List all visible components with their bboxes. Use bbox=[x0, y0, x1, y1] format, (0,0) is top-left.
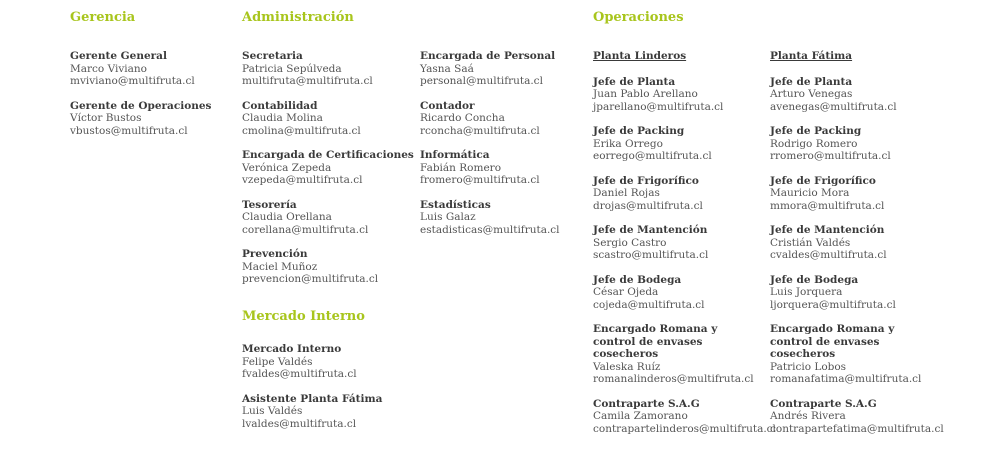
contact-entry bbox=[70, 100, 245, 138]
contact-email[interactable]: avenegas@multifruta.cl bbox=[770, 100, 897, 113]
contact-role: Gerente de Operaciones bbox=[70, 99, 212, 112]
contact-email[interactable]: estadisticas@multifruta.cl bbox=[420, 223, 560, 236]
contact-email[interactable]: vzepeda@multifruta.cl bbox=[242, 174, 363, 186]
contact-email[interactable]: contrapartelinderos@multifruta.cl bbox=[593, 422, 776, 435]
contact-name: Valeska Ruíz bbox=[593, 360, 661, 373]
administracion-column-1 bbox=[242, 50, 417, 298]
contact-role: Jefe de Frigorífico bbox=[770, 174, 876, 187]
contact-name: Ricardo Concha bbox=[420, 112, 505, 124]
contact-entry bbox=[593, 274, 763, 312]
contact-entry bbox=[593, 175, 763, 213]
contact-role: Asistente Planta Fátima bbox=[242, 392, 383, 405]
contact-role: Estadísticas bbox=[420, 198, 491, 211]
contact-role: Jefe de Packing bbox=[770, 125, 862, 137]
contact-name: Luis Jorquera bbox=[770, 286, 843, 298]
contact-entry bbox=[242, 199, 417, 237]
contact-email[interactable]: cojeda@multifruta.cl bbox=[593, 298, 705, 311]
contact-role: Mercado Interno bbox=[242, 343, 342, 355]
contact-entry bbox=[770, 125, 940, 163]
mercado-interno-column bbox=[242, 343, 417, 442]
administracion-title: Administración bbox=[242, 10, 354, 25]
contact-role: Encargado Romana y control de envases cosecheros bbox=[770, 323, 895, 360]
contact-role: Contraparte S.A.G bbox=[593, 397, 700, 410]
contact-entry bbox=[770, 224, 940, 262]
contact-role: Tesorería bbox=[242, 198, 297, 211]
contact-email[interactable]: romanalinderos@multifruta.cl bbox=[593, 373, 754, 385]
contact-email[interactable]: ljorquera@multifruta.cl bbox=[770, 298, 896, 311]
contact-role: Jefe de Bodega bbox=[593, 273, 682, 286]
contact-role: Contabilidad bbox=[242, 99, 318, 112]
contact-entry bbox=[70, 50, 245, 88]
contact-entry bbox=[593, 323, 763, 386]
contact-role: Prevención bbox=[242, 248, 308, 260]
contact-name: Camila Zamorano bbox=[593, 410, 688, 422]
contact-email[interactable]: prevencion@multifruta.cl bbox=[242, 273, 379, 285]
contact-entry bbox=[770, 175, 940, 213]
contact-email[interactable]: corellana@multifruta.cl bbox=[242, 223, 369, 236]
contact-entry bbox=[242, 50, 417, 88]
contact-name: Rodrigo Romero bbox=[770, 137, 858, 150]
planta-fatima-heading: Planta Fátima bbox=[770, 50, 853, 62]
contact-email[interactable]: mmora@multifruta.cl bbox=[770, 199, 885, 212]
contact-name: Maciel Muñoz bbox=[242, 260, 318, 273]
contact-email[interactable]: fvaldes@multifruta.cl bbox=[242, 368, 357, 380]
contact-name: Patricia Sepúlveda bbox=[242, 62, 342, 75]
contact-email[interactable]: drojas@multifruta.cl bbox=[593, 199, 703, 212]
contact-email[interactable]: eorrego@multifruta.cl bbox=[593, 150, 712, 162]
contact-role: Contador bbox=[420, 99, 475, 112]
planta-fatima-column bbox=[770, 50, 944, 447]
contact-role: Gerente General bbox=[70, 50, 167, 62]
contact-name: Andrés Rivera bbox=[770, 410, 846, 422]
contact-name: Daniel Rojas bbox=[593, 187, 660, 199]
contact-role: Jefe de Planta bbox=[593, 75, 676, 88]
contact-role: Jefe de Mantención bbox=[593, 224, 708, 236]
contact-role: Jefe de Frigorífico bbox=[593, 174, 699, 187]
contact-entry bbox=[242, 248, 417, 286]
contact-entry bbox=[420, 50, 595, 88]
contact-name: Yasna Saá bbox=[420, 62, 474, 75]
contact-entry bbox=[420, 199, 595, 237]
planta-linderos-column bbox=[593, 50, 776, 447]
contact-name: Juan Pablo Arellano bbox=[593, 88, 698, 100]
contact-email[interactable]: cmolina@multifruta.cl bbox=[242, 124, 361, 137]
contact-email[interactable]: jparellano@multifruta.cl bbox=[593, 100, 724, 113]
contact-entry bbox=[593, 397, 776, 436]
contact-name: Luis Valdés bbox=[242, 405, 303, 417]
contact-name: Patricio Lobos bbox=[770, 360, 847, 373]
contact-name: Fabián Romero bbox=[420, 161, 502, 174]
contact-role: Jefe de Bodega bbox=[770, 273, 859, 286]
contact-role: Contraparte S.A.G bbox=[770, 397, 877, 410]
contact-name: Luis Galaz bbox=[420, 211, 476, 223]
planta-linderos-heading: Planta Linderos bbox=[593, 50, 687, 62]
contact-email[interactable]: multifruta@multifruta.cl bbox=[242, 75, 373, 87]
contact-role: Encargada de Certificaciones bbox=[242, 149, 414, 161]
administracion-column-2 bbox=[420, 50, 595, 248]
contact-role: Encargada de Personal bbox=[420, 50, 556, 62]
contact-role: Jefe de Packing bbox=[593, 125, 685, 137]
contact-entry bbox=[242, 343, 417, 381]
contact-email[interactable]: personal@multifruta.cl bbox=[420, 75, 543, 87]
gerencia-column bbox=[70, 50, 245, 149]
contact-role: Encargado Romana y control de envases cosecheros bbox=[593, 323, 718, 360]
contact-name: Claudia Molina bbox=[242, 112, 323, 124]
contact-email[interactable]: rromero@multifruta.cl bbox=[770, 150, 891, 162]
contact-role: Secretaria bbox=[242, 50, 303, 62]
contact-name: Mauricio Mora bbox=[770, 187, 850, 199]
contact-name: Erika Orrego bbox=[593, 137, 663, 150]
contact-entry bbox=[242, 393, 417, 431]
operaciones-title: Operaciones bbox=[593, 10, 684, 25]
contact-name: Cristián Valdés bbox=[770, 236, 851, 249]
contact-entry bbox=[420, 100, 595, 138]
contact-role: Jefe de Mantención bbox=[770, 224, 885, 236]
contact-email[interactable]: fromero@multifruta.cl bbox=[420, 174, 540, 186]
contact-email[interactable]: scastro@multifruta.cl bbox=[593, 249, 709, 261]
mercado-interno-title: Mercado Interno bbox=[242, 309, 365, 324]
contact-role: Jefe de Planta bbox=[770, 75, 853, 88]
contact-entry bbox=[242, 100, 417, 138]
contact-email[interactable]: mviviano@multifruta.cl bbox=[70, 75, 195, 87]
contact-entry bbox=[420, 149, 595, 187]
contact-entry bbox=[593, 224, 763, 262]
contact-email[interactable]: lvaldes@multifruta.cl bbox=[242, 417, 357, 430]
contact-name: Verónica Zepeda bbox=[242, 161, 332, 174]
contact-entry bbox=[770, 397, 944, 436]
contact-entry bbox=[593, 125, 763, 163]
contact-entry bbox=[770, 323, 940, 386]
contact-entry bbox=[770, 274, 940, 312]
contact-email[interactable]: romanafatima@multifruta.cl bbox=[770, 373, 922, 385]
contact-role: Informática bbox=[420, 149, 490, 161]
contact-email[interactable]: contrapartefatima@multifruta.cl bbox=[770, 422, 944, 435]
contact-entry bbox=[770, 76, 940, 114]
contact-name: Felipe Valdés bbox=[242, 355, 313, 368]
contact-entry bbox=[593, 76, 763, 114]
contact-email[interactable]: vbustos@multifruta.cl bbox=[70, 124, 188, 137]
contact-entry bbox=[242, 149, 417, 187]
contact-email[interactable]: cvaldes@multifruta.cl bbox=[770, 249, 887, 261]
contact-email[interactable]: rconcha@multifruta.cl bbox=[420, 124, 540, 137]
gerencia-title: Gerencia bbox=[70, 10, 136, 25]
contact-name: Víctor Bustos bbox=[70, 112, 142, 124]
contact-name: Arturo Venegas bbox=[770, 88, 853, 100]
contact-name: Sergio Castro bbox=[593, 236, 667, 249]
contact-name: Claudia Orellana bbox=[242, 211, 332, 223]
contact-name: Marco Viviano bbox=[70, 62, 147, 75]
contact-name: César Ojeda bbox=[593, 286, 659, 298]
